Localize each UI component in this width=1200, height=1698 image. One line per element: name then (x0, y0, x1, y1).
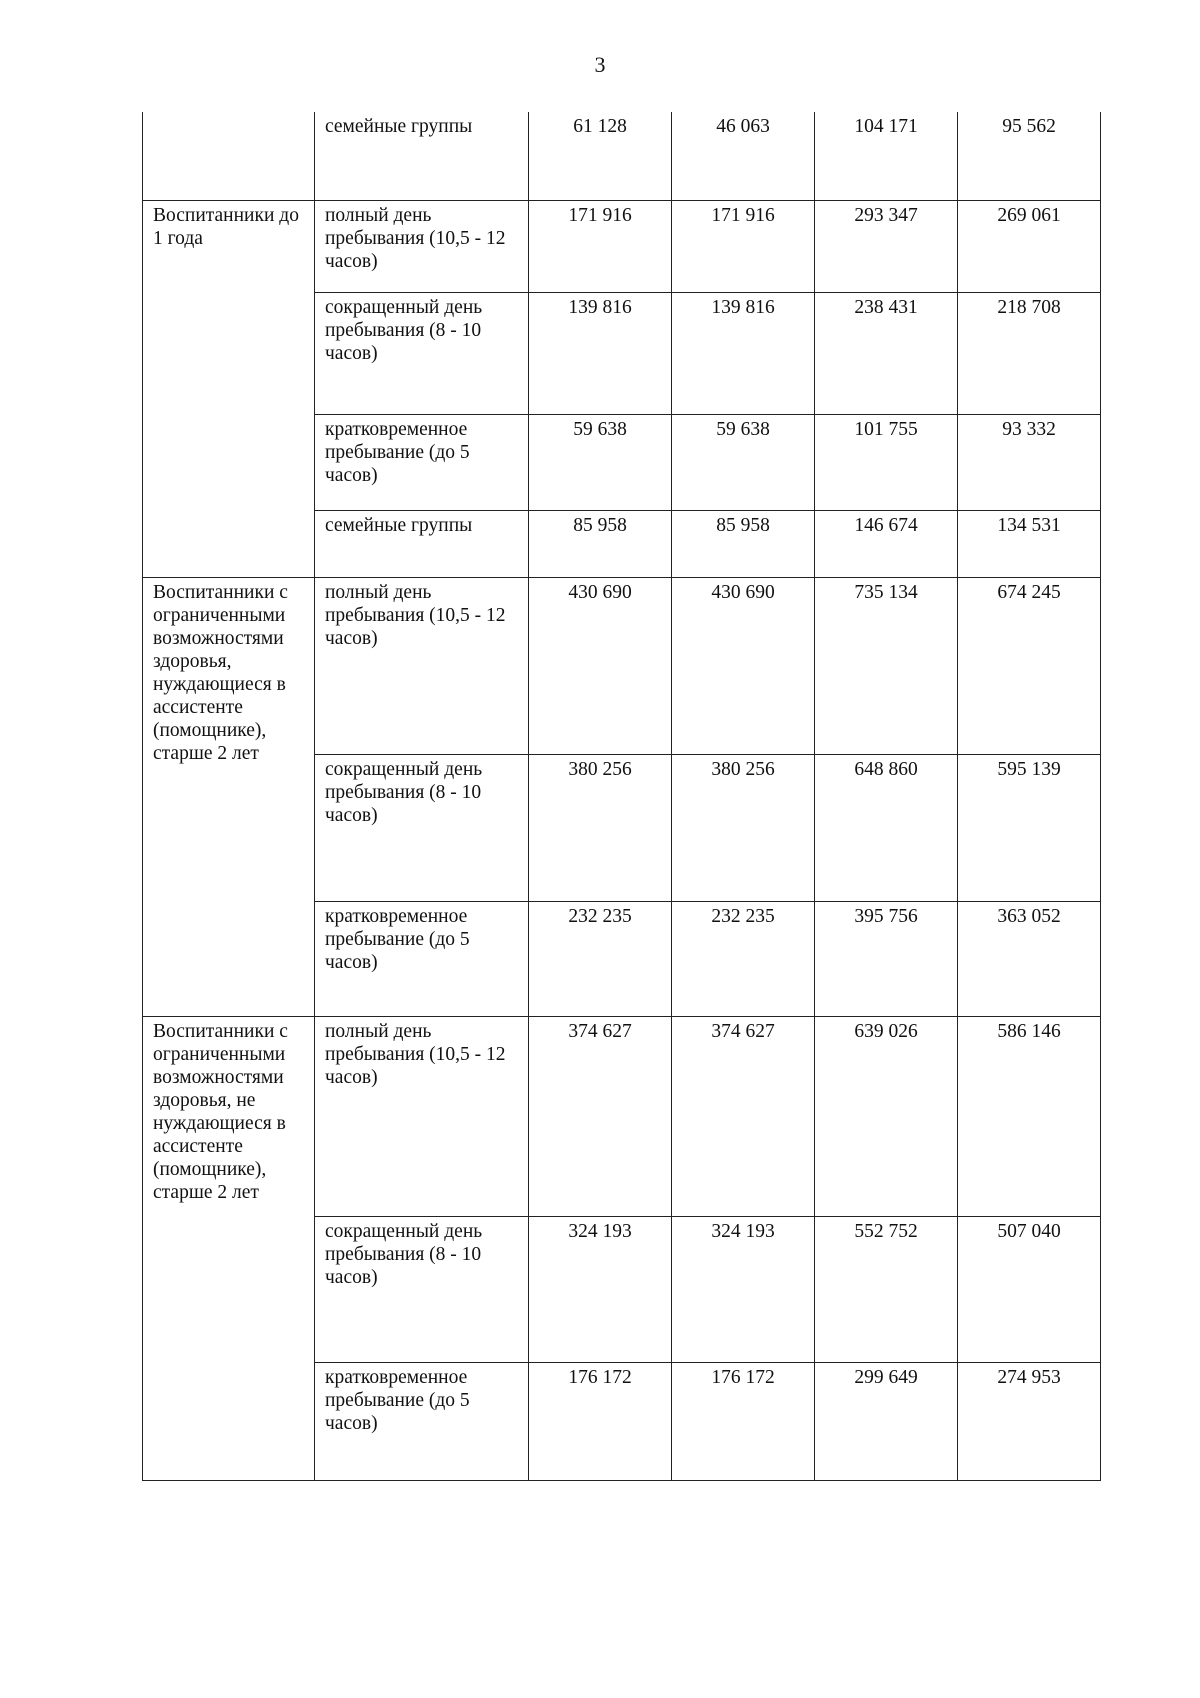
value-cell: 380 256 (529, 754, 672, 901)
mode-cell: кратковременное пребывание (до 5 часов) (315, 1362, 529, 1480)
value-cell: 85 958 (672, 510, 815, 577)
value-cell: 374 627 (672, 1016, 815, 1216)
mode-cell: кратковременное пребывание (до 5 часов) (315, 901, 529, 1016)
value-cell: 176 172 (672, 1362, 815, 1480)
mode-cell: сокращенный день пребывания (8 - 10 часов) (315, 1216, 529, 1362)
mode-cell: сокращенный день пребывания (8 - 10 часов) (315, 754, 529, 901)
mode-cell: кратковременное пребывание (до 5 часов) (315, 414, 529, 510)
value-cell: 269 061 (958, 200, 1101, 292)
value-cell: 674 245 (958, 577, 1101, 754)
value-cell: 324 193 (672, 1216, 815, 1362)
mode-cell: семейные группы (315, 510, 529, 577)
value-cell: 374 627 (529, 1016, 672, 1216)
table-row (143, 1016, 1101, 1216)
value-cell: 507 040 (958, 1216, 1101, 1362)
category-cell: Воспитанники с ограниченными возможностями здоровья, нуждающиеся в ассистенте (помощнике), старше 2 лет (143, 577, 315, 1016)
value-cell: 171 916 (529, 200, 672, 292)
mode-cell: полный день пребывания (10,5 - 12 часов) (315, 577, 529, 754)
table-row (143, 112, 1101, 200)
value-cell: 139 816 (672, 292, 815, 414)
value-cell: 586 146 (958, 1016, 1101, 1216)
value-cell: 430 690 (672, 577, 815, 754)
value-cell: 430 690 (529, 577, 672, 754)
value-cell: 93 332 (958, 414, 1101, 510)
value-cell: 46 063 (672, 112, 815, 200)
value-cell: 274 953 (958, 1362, 1101, 1480)
value-cell: 293 347 (815, 200, 958, 292)
value-cell: 218 708 (958, 292, 1101, 414)
value-cell: 85 958 (529, 510, 672, 577)
value-cell: 380 256 (672, 754, 815, 901)
value-cell: 552 752 (815, 1216, 958, 1362)
mode-cell: полный день пребывания (10,5 - 12 часов) (315, 200, 529, 292)
value-cell: 59 638 (672, 414, 815, 510)
tariff-table (142, 112, 1101, 1481)
value-cell: 104 171 (815, 112, 958, 200)
value-cell: 363 052 (958, 901, 1101, 1016)
mode-cell: сокращенный день пребывания (8 - 10 часов) (315, 292, 529, 414)
value-cell: 232 235 (529, 901, 672, 1016)
value-cell: 238 431 (815, 292, 958, 414)
mode-cell: полный день пребывания (10,5 - 12 часов) (315, 1016, 529, 1216)
category-cell: Воспитанники с ограниченными возможностями здоровья, не нуждающиеся в ассистенте (помощнике), старше 2 лет (143, 1016, 315, 1480)
value-cell: 59 638 (529, 414, 672, 510)
value-cell: 101 755 (815, 414, 958, 510)
value-cell: 648 860 (815, 754, 958, 901)
table-row (143, 200, 1101, 292)
value-cell: 176 172 (529, 1362, 672, 1480)
value-cell: 139 816 (529, 292, 672, 414)
category-cell: Воспитанники до 1 года (143, 200, 315, 577)
value-cell: 595 139 (958, 754, 1101, 901)
value-cell: 735 134 (815, 577, 958, 754)
value-cell: 299 649 (815, 1362, 958, 1480)
value-cell: 639 026 (815, 1016, 958, 1216)
value-cell: 134 531 (958, 510, 1101, 577)
value-cell: 324 193 (529, 1216, 672, 1362)
value-cell: 146 674 (815, 510, 958, 577)
page-number: 3 (594, 52, 606, 77)
value-cell: 61 128 (529, 112, 672, 200)
value-cell: 395 756 (815, 901, 958, 1016)
value-cell: 232 235 (672, 901, 815, 1016)
table-row (143, 577, 1101, 754)
mode-cell: семейные группы (315, 112, 529, 200)
value-cell: 171 916 (672, 200, 815, 292)
value-cell: 95 562 (958, 112, 1101, 200)
category-cell (143, 112, 315, 200)
